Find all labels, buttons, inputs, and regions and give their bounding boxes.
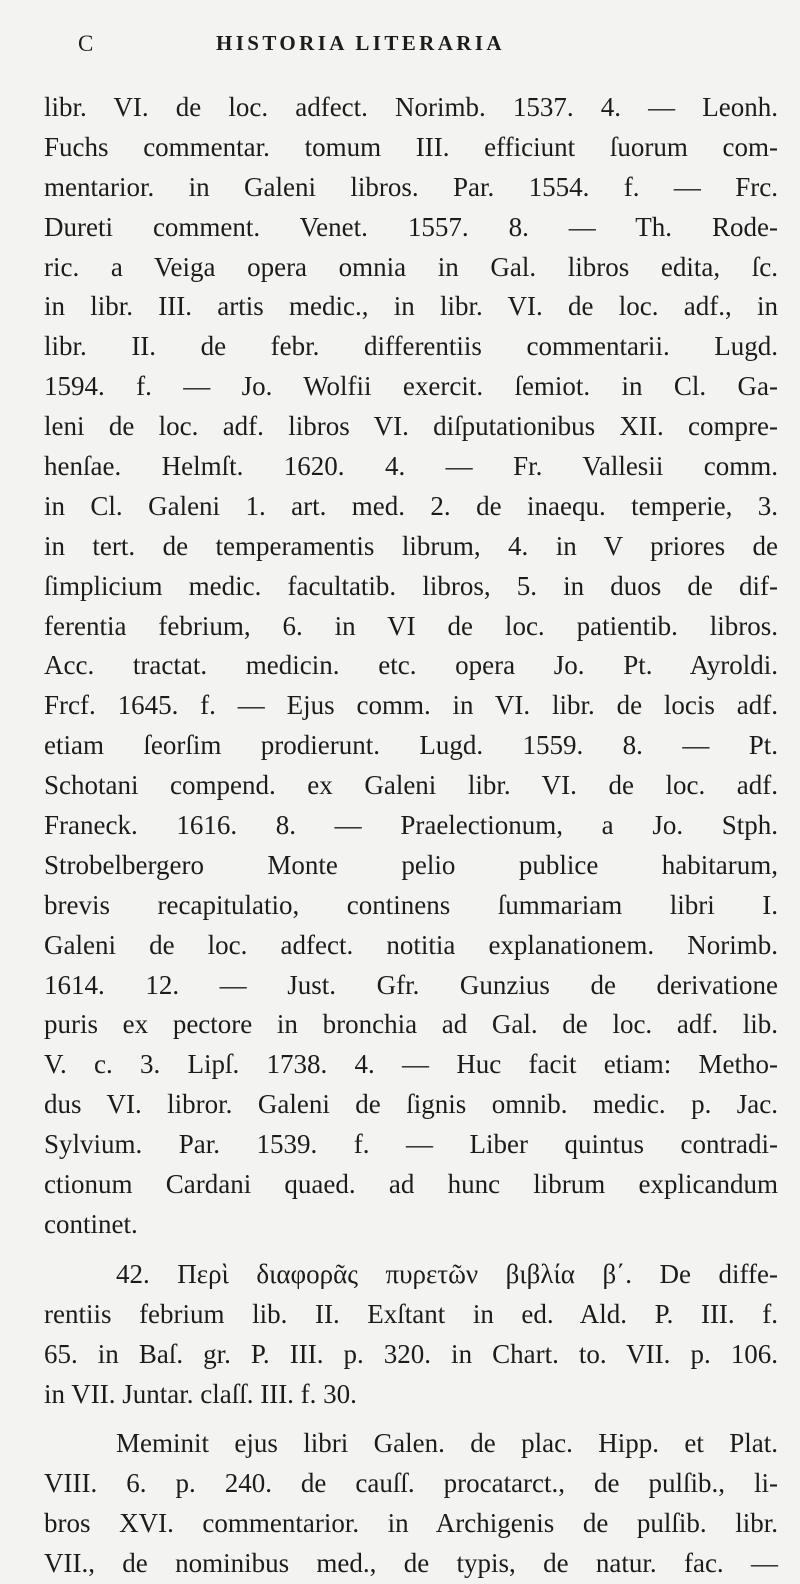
text-line: rentiis febrium lib. II. Exſtant in ed. Ald. P. III. f.	[44, 1298, 778, 1329]
text-line: brevis recapitulatio, continens ſummariam libri I.	[44, 889, 778, 920]
text-line: ferentia febrium, 6. in VI de loc. patientib. libros.	[44, 610, 778, 641]
text-line: ſimplicium medic. facultatib. libros, 5. in duos de dif-	[44, 570, 778, 601]
text-line: dus VI. libror. Galeni de ſignis omnib. medic. p. Jac.	[44, 1089, 778, 1120]
text-line: Acc. tractat. medicin. etc. opera Jo. Pt. Ayroldi.	[44, 650, 778, 681]
running-head-title: HISTORIA LITERARIA	[216, 31, 505, 55]
text-line: mentarior. in Galeni libros. Par. 1554. f. — Frc.	[44, 171, 778, 202]
text-line: V. c. 3. Lipſ. 1738. 4. — Huc facit etiam: Metho-	[44, 1049, 778, 1080]
text-line: Franeck. 1616. 8. — Praelectionum, a Jo. Stph.	[44, 810, 778, 841]
text-line: Fuchs commentar. tomum III. efficiunt ſuorum com-	[44, 131, 778, 162]
text-line: ctionum Cardani quaed. ad hunc librum explicandum	[44, 1169, 778, 1200]
page-number: C	[78, 31, 95, 56]
text-line: in libr. III. artis medic., in libr. VI. de loc. adf., in	[44, 291, 778, 322]
text-line: 1614. 12. — Just. Gfr. Gunzius de derivatione	[44, 969, 778, 1000]
text-line: VIII. 6. p. 240. de cauſſ. procatarct., de pulſib., li-	[44, 1468, 778, 1499]
text-line: bros XVI. commentarior. in Archigenis de pulſib. libr.	[44, 1508, 778, 1539]
text-line: Strobelbergero Monte pelio publice habitarum,	[44, 849, 778, 880]
text-line: henſae. Helmſt. 1620. 4. — Fr. Vallesii comm.	[44, 451, 778, 482]
text-line: ric. a Veiga opera omnia in Gal. libros edita, ſc.	[44, 251, 778, 282]
running-head	[44, 0, 778, 88]
text-line: leni de loc. adf. libros VI. diſputationibus XII. compre-	[44, 411, 778, 442]
text-line: 65. in Baſ. gr. P. III. p. 320. in Chart. to. VII. p. 106.	[44, 1338, 778, 1369]
body-text	[44, 88, 778, 1584]
text-line: Meminit ejus libri Galen. de plac. Hipp. et Plat.	[116, 1428, 778, 1459]
text-line: VII., de nominibus med., de typis, de natur. fac. —	[44, 1548, 778, 1579]
text-line: in VII. Juntar. claſſ. III. f. 30.	[44, 1378, 357, 1409]
text-line: Frcf. 1645. f. — Ejus comm. in VI. libr. de locis adf.	[44, 690, 778, 721]
text-line: in tert. de temperamentis librum, 4. in V priores de	[44, 530, 778, 561]
text-line: Sylvium. Par. 1539. f. — Liber quintus contradi-	[44, 1129, 778, 1160]
text-line: continet.	[44, 1208, 138, 1239]
text-line: in Cl. Galeni 1. art. med. 2. de inaequ. temperie, 3.	[44, 490, 778, 521]
text-line: Dureti comment. Venet. 1557. 8. — Th. Rode-	[44, 211, 778, 242]
text-line: libr. VI. de loc. adfect. Norimb. 1537. 4. — Leonh.	[44, 92, 778, 122]
text-line: Galeni de loc. adfect. notitia explanationem. Norimb.	[44, 929, 778, 960]
text-line: libr. II. de febr. differentiis commentarii. Lugd.	[44, 331, 778, 362]
text-line: etiam ſeorſim prodierunt. Lugd. 1559. 8. — Pt.	[44, 730, 778, 761]
text-line: 42. Περὶ διαφορᾶς πυρετῶν βιβλία β΄. De diffe-	[116, 1258, 778, 1289]
text-line: puris ex pectore in bronchia ad Gal. de loc. adf. lib.	[44, 1009, 778, 1040]
text-line: 1594. f. — Jo. Wolfii exercit. ſemiot. in Cl. Ga-	[44, 371, 778, 402]
text-line: Schotani compend. ex Galeni libr. VI. de loc. adf.	[44, 770, 778, 801]
